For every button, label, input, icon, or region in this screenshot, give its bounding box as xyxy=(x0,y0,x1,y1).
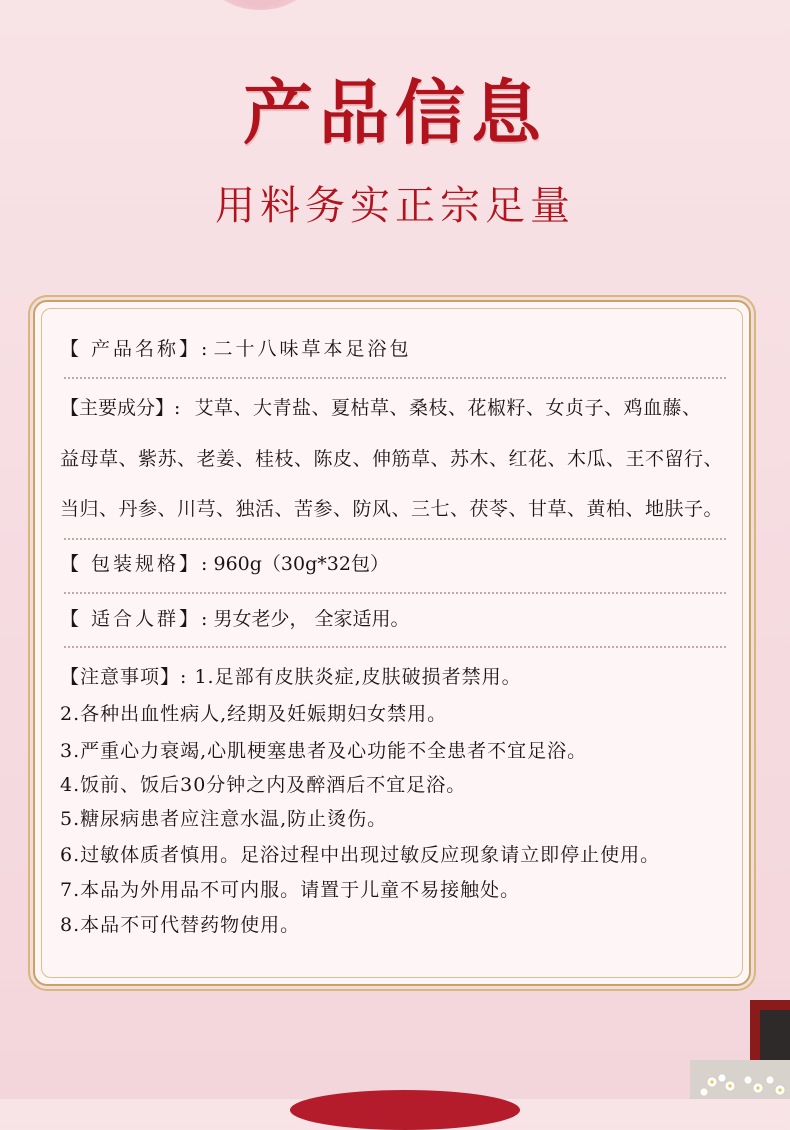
product-name-label: 【 产品名称】 xyxy=(60,338,202,360)
audience-label: 【 适合人群】 xyxy=(60,608,202,630)
top-decoration xyxy=(205,0,315,10)
ingredients-label: 【主要成分】 xyxy=(60,397,175,419)
notes-sep: : xyxy=(180,666,195,688)
divider xyxy=(64,646,726,648)
notes-item-7: 7.本品为外用品不可内服。请置于儿童不易接触处。 xyxy=(60,879,521,901)
notes-item-5: 5.糖尿病患者应注意水温,防止烫伤。 xyxy=(60,808,388,830)
ingredients-line-2: 益母草、紫苏、老姜、桂枝、陈皮、伸筋草、苏木、红花、木瓜、王不留行、 xyxy=(60,448,724,470)
notes-item-8: 8.本品不可代替药物使用。 xyxy=(60,914,301,936)
audience-sep: : xyxy=(201,608,214,630)
product-name-sep: : xyxy=(201,338,214,360)
divider xyxy=(64,538,726,540)
product-name-value: 二十八味草本足浴包 xyxy=(213,338,412,360)
notes-item-4: 4.饭前、饭后30分钟之内及醉酒后不宜足浴。 xyxy=(60,774,467,796)
divider xyxy=(64,377,726,379)
notes-item-3: 3.严重心力衰竭,心肌梗塞患者及心功能不全患者不宜足浴。 xyxy=(60,740,588,762)
bottom-decoration xyxy=(290,1090,520,1130)
notes-item-2: 2.各种出血性病人,经期及妊娠期妇女禁用。 xyxy=(60,703,448,725)
ingredients-line-1: 艾草、大青盐、夏枯草、桑枝、花椒籽、女贞子、鸡血藤、 xyxy=(194,397,702,419)
package-label: 【 包装规格】 xyxy=(60,553,202,575)
divider xyxy=(64,592,726,594)
audience-value: 男女老少， 全家适用。 xyxy=(213,608,410,630)
notes-item-1: 1.足部有皮肤炎症,皮肤破损者禁用。 xyxy=(194,666,522,688)
flower-photo-decoration xyxy=(690,1000,790,1099)
notes-label: 【注意事项】 xyxy=(60,666,181,688)
package-value: 960g（30g*32包） xyxy=(213,553,389,575)
ingredients-sep: : xyxy=(174,397,187,419)
page-subtitle: 用料务实正宗足量 xyxy=(215,183,575,229)
ingredients-line-3: 当归、丹参、川芎、独活、苦参、防风、三七、茯苓、甘草、黄柏、地肤子。 xyxy=(60,498,724,520)
audience-row xyxy=(60,608,750,631)
page-title: 产品信息 xyxy=(243,71,547,154)
ingredients-line-row xyxy=(60,448,750,471)
package-sep: : xyxy=(201,553,214,575)
ingredients-row xyxy=(60,397,750,420)
product-name-row xyxy=(60,338,750,361)
package-row xyxy=(60,553,750,576)
notes-row xyxy=(60,662,750,689)
notes-item-6: 6.过敏体质者慎用。足浴过程中出现过敏反应现象请立即停止使用。 xyxy=(60,844,661,866)
ingredients-line-row xyxy=(60,498,750,521)
